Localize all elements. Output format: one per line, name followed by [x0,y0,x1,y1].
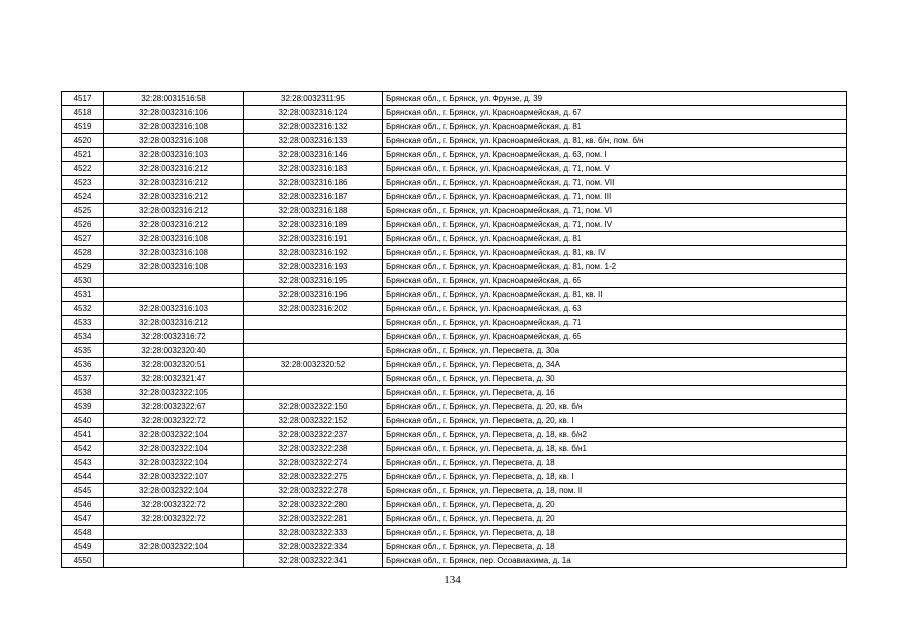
parcel-cadastral-cell: 32:28:0032320:51 [104,358,244,372]
object-cadastral-cell: 32:28:0032316:124 [244,106,383,120]
object-cadastral-cell: 32:28:0032316:132 [244,120,383,134]
object-cadastral-cell: 32:28:0032322:274 [244,456,383,470]
object-cadastral-cell: 32:28:0032316:189 [244,218,383,232]
parcel-cadastral-cell: 32:28:0032316:212 [104,218,244,232]
address-cell: Брянская обл., г. Брянск, ул. Пересвета, д. 20, кв. I [383,414,847,428]
table-row [62,554,847,568]
object-cadastral-cell: 32:28:0032316:196 [244,288,383,302]
parcel-cadastral-cell: 32:28:0032316:106 [104,106,244,120]
object-cadastral-cell: 32:28:0032316:192 [244,246,383,260]
row-number-cell: 4539 [62,400,104,414]
parcel-cadastral-cell [104,288,244,302]
table-row [62,540,847,554]
parcel-cadastral-cell [104,526,244,540]
object-cadastral-cell: 32:28:0032316:183 [244,162,383,176]
address-cell: Брянская обл., г. Брянск, ул. Красноармейская, д. 71, пом. VI [383,204,847,218]
parcel-cadastral-cell: 32:28:0032322:104 [104,484,244,498]
row-number-cell: 4524 [62,190,104,204]
row-number-cell: 4535 [62,344,104,358]
address-cell: Брянская обл., г. Брянск, ул. Красноармейская, д. 81, пом. 1-2 [383,260,847,274]
address-cell: Брянская обл., г. Брянск, ул. Красноармейская, д. 71 [383,316,847,330]
table-row [62,176,847,190]
address-cell: Брянская обл., г. Брянск, ул. Пересвета, д. 30 [383,372,847,386]
table-row [62,400,847,414]
parcel-cadastral-cell: 32:28:0032316:212 [104,162,244,176]
parcel-cadastral-cell: 32:28:0032322:104 [104,442,244,456]
object-cadastral-cell: 32:28:0032316:195 [244,274,383,288]
table-row [62,246,847,260]
parcel-cadastral-cell: 32:28:0032316:108 [104,120,244,134]
parcel-cadastral-cell: 32:28:0032316:108 [104,246,244,260]
object-cadastral-cell [244,372,383,386]
parcel-cadastral-cell: 32:28:0032316:108 [104,260,244,274]
parcel-cadastral-cell: 32:28:0032321:47 [104,372,244,386]
object-cadastral-cell: 32:28:0032316:188 [244,204,383,218]
parcel-cadastral-cell: 32:28:0032322:104 [104,456,244,470]
object-cadastral-cell [244,316,383,330]
object-cadastral-cell [244,330,383,344]
table-row [62,470,847,484]
table-row [62,288,847,302]
table-row [62,148,847,162]
parcel-cadastral-cell: 32:28:0032322:72 [104,498,244,512]
registry-table [61,91,847,568]
table-row [62,120,847,134]
address-cell: Брянская обл., г. Брянск, ул. Пересвета, д. 34А [383,358,847,372]
registry-table-body [62,92,847,568]
address-cell: Брянская обл., г. Брянск, ул. Пересвета, д. 20 [383,512,847,526]
table-row [62,372,847,386]
object-cadastral-cell: 32:28:0032316:133 [244,134,383,148]
address-cell: Брянская обл., г. Брянск, ул. Красноармейская, д. 65 [383,274,847,288]
object-cadastral-cell: 32:28:0032322:281 [244,512,383,526]
parcel-cadastral-cell: 32:28:0032322:72 [104,512,244,526]
table-row [62,106,847,120]
row-number-cell: 4525 [62,204,104,218]
address-cell: Брянская обл., г. Брянск, ул. Пересвета, д. 18, кв. б/н2 [383,428,847,442]
row-number-cell: 4547 [62,512,104,526]
table-row [62,218,847,232]
object-cadastral-cell: 32:28:0032322:280 [244,498,383,512]
parcel-cadastral-cell: 32:28:0032316:72 [104,330,244,344]
address-cell: Брянская обл., г. Брянск, ул. Красноармейская, д. 63 [383,302,847,316]
address-cell: Брянская обл., г. Брянск, ул. Пересвета, д. 16 [383,386,847,400]
row-number-cell: 4546 [62,498,104,512]
table-row [62,414,847,428]
address-cell: Брянская обл., г. Брянск, ул. Красноармейская, д. 71, пом. VII [383,176,847,190]
table-row [62,260,847,274]
address-cell: Брянская обл., г. Брянск, ул. Пересвета, д. 18, кв. I [383,470,847,484]
address-cell: Брянская обл., г. Брянск, ул. Фрунзе, д. 39 [383,92,847,106]
table-row [62,134,847,148]
row-number-cell: 4530 [62,274,104,288]
address-cell: Брянская обл., г. Брянск, ул. Красноармейская, д. 81, кв. IV [383,246,847,260]
object-cadastral-cell: 32:28:0032322:238 [244,442,383,456]
row-number-cell: 4538 [62,386,104,400]
table-row [62,526,847,540]
address-cell: Брянская обл., г. Брянск, ул. Пересвета, д. 30а [383,344,847,358]
address-cell: Брянская обл., г. Брянск, ул. Красноармейская, д. 81 [383,120,847,134]
row-number-cell: 4518 [62,106,104,120]
object-cadastral-cell: 32:28:0032322:152 [244,414,383,428]
object-cadastral-cell: 32:28:0032322:278 [244,484,383,498]
table-row [62,456,847,470]
address-cell: Брянская обл., г. Брянск, ул. Пересвета, д. 18 [383,540,847,554]
row-number-cell: 4548 [62,526,104,540]
row-number-cell: 4528 [62,246,104,260]
row-number-cell: 4536 [62,358,104,372]
table-row [62,190,847,204]
row-number-cell: 4521 [62,148,104,162]
parcel-cadastral-cell: 32:28:0032316:108 [104,232,244,246]
object-cadastral-cell: 32:28:0032322:237 [244,428,383,442]
parcel-cadastral-cell: 32:28:0032322:104 [104,540,244,554]
address-cell: Брянская обл., г. Брянск, ул. Красноармейская, д. 71, пом. V [383,162,847,176]
table-row [62,232,847,246]
row-number-cell: 4537 [62,372,104,386]
parcel-cadastral-cell: 32:28:0032316:103 [104,302,244,316]
row-number-cell: 4527 [62,232,104,246]
table-row [62,330,847,344]
address-cell: Брянская обл., г. Брянск, ул. Пересвета, д. 18, кв. б/н1 [383,442,847,456]
row-number-cell: 4543 [62,456,104,470]
address-cell: Брянская обл., г. Брянск, ул. Пересвета, д. 18 [383,456,847,470]
row-number-cell: 4541 [62,428,104,442]
object-cadastral-cell: 32:28:0032322:333 [244,526,383,540]
table-row [62,274,847,288]
row-number-cell: 4544 [62,470,104,484]
object-cadastral-cell: 32:28:0032311:95 [244,92,383,106]
address-cell: Брянская обл., г. Брянск, пер. Осоавиахима, д. 1а [383,554,847,568]
object-cadastral-cell [244,344,383,358]
table-row [62,512,847,526]
address-cell: Брянская обл., г. Брянск, ул. Пересвета, д. 18 [383,526,847,540]
row-number-cell: 4529 [62,260,104,274]
address-cell: Брянская обл., г. Брянск, ул. Красноармейская, д. 63, пом. I [383,148,847,162]
row-number-cell: 4540 [62,414,104,428]
row-number-cell: 4526 [62,218,104,232]
table-row [62,162,847,176]
parcel-cadastral-cell: 32:28:0032322:67 [104,400,244,414]
row-number-cell: 4550 [62,554,104,568]
object-cadastral-cell: 32:28:0032316:187 [244,190,383,204]
row-number-cell: 4545 [62,484,104,498]
object-cadastral-cell: 32:28:0032316:202 [244,302,383,316]
object-cadastral-cell: 32:28:0032320:52 [244,358,383,372]
object-cadastral-cell: 32:28:0032316:146 [244,148,383,162]
object-cadastral-cell: 32:28:0032322:150 [244,400,383,414]
parcel-cadastral-cell: 32:28:0032322:105 [104,386,244,400]
parcel-cadastral-cell: 32:28:0032316:108 [104,134,244,148]
parcel-cadastral-cell: 32:28:0032316:212 [104,190,244,204]
object-cadastral-cell: 32:28:0032316:186 [244,176,383,190]
table-row [62,204,847,218]
table-row [62,428,847,442]
row-number-cell: 4533 [62,316,104,330]
table-row [62,484,847,498]
object-cadastral-cell: 32:28:0032316:193 [244,260,383,274]
object-cadastral-cell: 32:28:0032316:191 [244,232,383,246]
row-number-cell: 4523 [62,176,104,190]
parcel-cadastral-cell: 32:28:0032316:212 [104,316,244,330]
row-number-cell: 4532 [62,302,104,316]
table-row [62,498,847,512]
address-cell: Брянская обл., г. Брянск, ул. Красноармейская, д. 81 [383,232,847,246]
row-number-cell: 4519 [62,120,104,134]
parcel-cadastral-cell: 32:28:0031516:58 [104,92,244,106]
row-number-cell: 4542 [62,442,104,456]
address-cell: Брянская обл., г. Брянск, ул. Красноармейская, д. 81, кв. II [383,288,847,302]
address-cell: Брянская обл., г. Брянск, ул. Красноармейская, д. 81, кв. б/н, пом. б/н [383,134,847,148]
address-cell: Брянская обл., г. Брянск, ул. Красноармейская, д. 65 [383,330,847,344]
row-number-cell: 4520 [62,134,104,148]
parcel-cadastral-cell: 32:28:0032316:103 [104,148,244,162]
table-row [62,92,847,106]
table-row [62,302,847,316]
object-cadastral-cell: 32:28:0032322:341 [244,554,383,568]
address-cell: Брянская обл., г. Брянск, ул. Пересвета, д. 18, пом. II [383,484,847,498]
parcel-cadastral-cell: 32:28:0032316:212 [104,204,244,218]
address-cell: Брянская обл., г. Брянск, ул. Пересвета, д. 20 [383,498,847,512]
parcel-cadastral-cell: 32:28:0032322:104 [104,428,244,442]
table-row [62,316,847,330]
address-cell: Брянская обл., г. Брянск, ул. Красноармейская, д. 67 [383,106,847,120]
object-cadastral-cell: 32:28:0032322:334 [244,540,383,554]
row-number-cell: 4517 [62,92,104,106]
parcel-cadastral-cell [104,554,244,568]
table-row [62,344,847,358]
table-row [62,386,847,400]
parcel-cadastral-cell: 32:28:0032320:40 [104,344,244,358]
address-cell: Брянская обл., г. Брянск, ул. Пересвета, д. 20, кв. б/н [383,400,847,414]
table-row [62,442,847,456]
parcel-cadastral-cell [104,274,244,288]
table-row [62,358,847,372]
row-number-cell: 4522 [62,162,104,176]
object-cadastral-cell: 32:28:0032322:275 [244,470,383,484]
page-number: 134 [444,574,461,586]
parcel-cadastral-cell: 32:28:0032322:107 [104,470,244,484]
parcel-cadastral-cell: 32:28:0032322:72 [104,414,244,428]
object-cadastral-cell [244,386,383,400]
address-cell: Брянская обл., г. Брянск, ул. Красноармейская, д. 71, пом. IV [383,218,847,232]
row-number-cell: 4549 [62,540,104,554]
row-number-cell: 4531 [62,288,104,302]
row-number-cell: 4534 [62,330,104,344]
parcel-cadastral-cell: 32:28:0032316:212 [104,176,244,190]
address-cell: Брянская обл., г. Брянск, ул. Красноармейская, д. 71, пом. III [383,190,847,204]
